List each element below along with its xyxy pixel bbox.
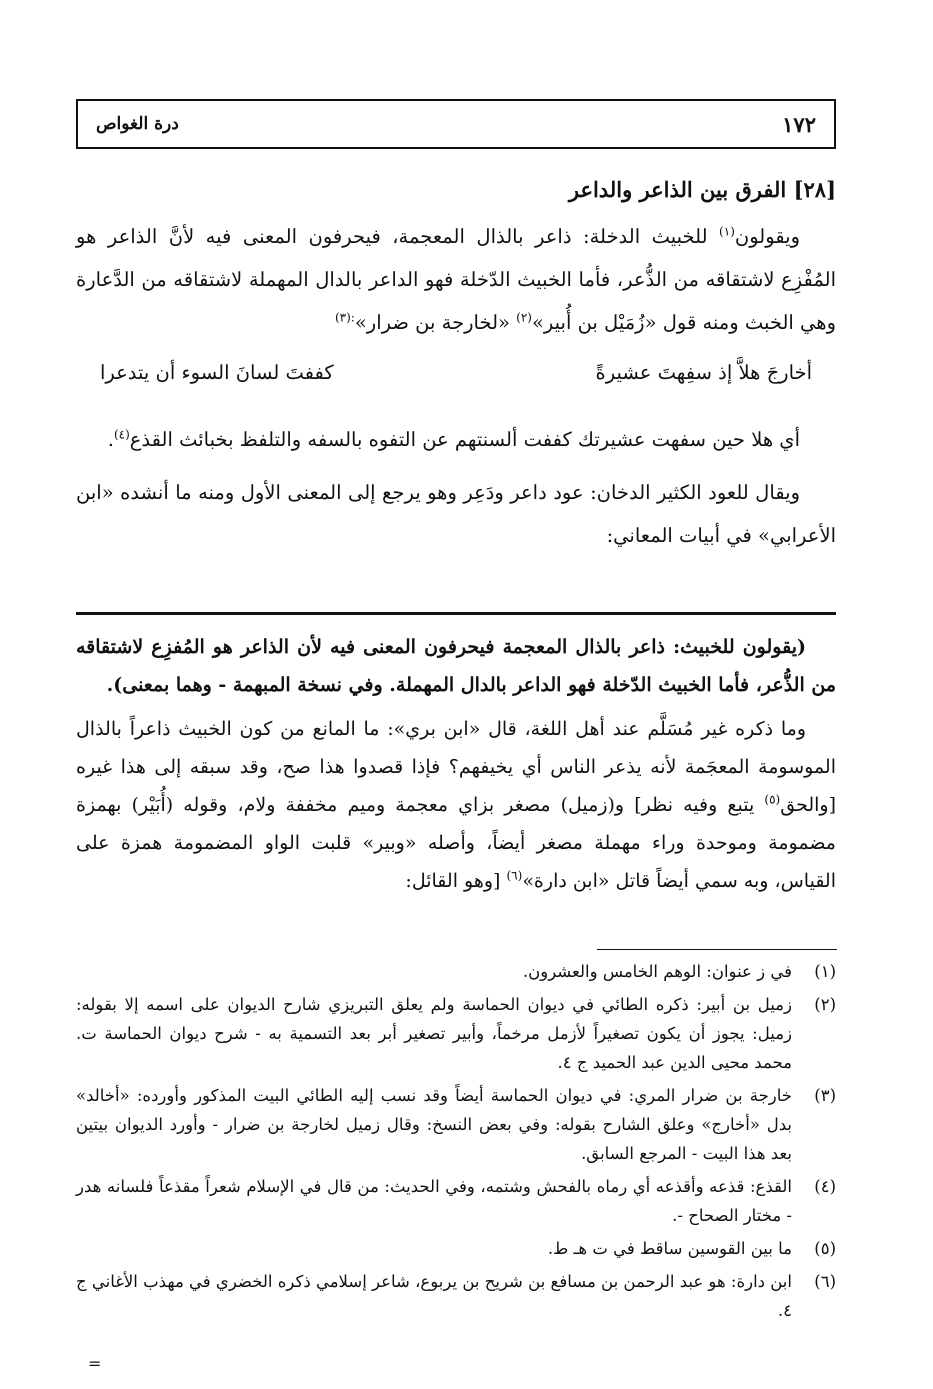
paragraph xyxy=(76,418,836,461)
footnote-ref: :(٣) xyxy=(334,310,355,325)
footnote xyxy=(76,1267,836,1325)
footnote-text: زميل بن أبير: ذكره الطائي في ديوان الحماسة ولم يعلق التبريزي شارح الديوان على اسمه إلا بقوله: زميل: يجوز أن يكون تصغيراً لأزمل مرخماً، وأبير تصغير أبر بعد التسمية به - شرح ديوان الحماسة ت. محمد محيى الدين عبد الحميد ج ٤. xyxy=(76,995,792,1072)
text-run: يتبع وفيه نظر] و(زميل) مصغر بزاي معجمة وميم مخففة ولام، وقوله (أُبَيْر) بهمزة مضمومة وموحدة وراء مهملة مصغر أيضاً، وأصله «وبير» قلبت الواو المضمومة همزة على القياس، وبه سمي أيضاً قاتل «ابن دارة» xyxy=(76,794,836,892)
page-header xyxy=(76,99,836,149)
footnote-divider xyxy=(597,949,837,950)
text-run: وما ذكره غير مُسَلَّم عند أهل اللغة، قال «ابن بري»: ما المانع من كون الخبيث ذاعراً بالذال الموسومة المعجَمة لأنه يذعر الناس أي يخيفهم؟ فإذا قصدوا هذا صح، وقد سبقه إلى هذا غيره [والحق xyxy=(76,718,836,816)
footnote-ref: (٤) xyxy=(113,427,130,442)
main-text-bottom xyxy=(76,418,836,567)
text-run: «لخارجة بن ضرار» xyxy=(354,311,517,334)
text-run: للخبيث الدخلة: ذاعر بالذال المعجمة، فيحرفون المعنى فيه لأنَّ الذاعر هو المُفْزِع لاشتقاقه من الذُّعر، فأما الخبيث الدّخلة فهو الداعر بالدال المهملة لاشتقاقه من الدَّعارة وهي الخبث ومنه قول «زُمَيْل بن أُبير» xyxy=(76,225,836,334)
footnote-text: خارجة بن ضرار المري: في ديوان الحماسة أيضاً وقد نسب إليه الطائي البيت المذكور وأورده: «أخالد» بدل «أخارج» وعلق الشارح بقوله: وفي بعض النسخ: وقال زميل لخارجة بن ضرار - وأورد الديوان بيتين بعد هذا البيت - المرجع السابق. xyxy=(76,1086,792,1163)
footnote-number: (٤) xyxy=(814,1177,836,1196)
commentary xyxy=(76,628,836,906)
page-number: ١٧٢ xyxy=(782,111,816,137)
footnote-number: (٦) xyxy=(814,1272,836,1291)
footnote-ref: (٥) xyxy=(764,792,781,807)
footnote-ref: (١) xyxy=(719,224,735,239)
footnote-text: ابن دارة: هو عبد الرحمن بن مسافع بن شريح بن يربوع، شاعر إسلامي ذكره الخضري في مهذب الأغاني ج ٤. xyxy=(76,1272,792,1320)
main-text-top xyxy=(76,215,836,344)
footnote-text: في ز عنوان: الوهم الخامس والعشرون. xyxy=(522,962,792,981)
footnote xyxy=(76,1081,836,1168)
footnotes xyxy=(76,957,836,1329)
section-heading: [٢٨] الفرق بين الذاعر والداعر xyxy=(568,177,836,202)
continuation-mark: = xyxy=(88,1354,102,1373)
commentary-divider xyxy=(76,612,836,615)
footnote-number: (١) xyxy=(814,962,836,981)
running-title: درة الغواص xyxy=(96,114,179,134)
text-run: . xyxy=(107,428,114,451)
footnote-ref: (٦) xyxy=(506,868,523,883)
verse-first-hemistich: أخارجَ هلاَّ إذ سفِهتَ عشيرةً xyxy=(595,361,812,384)
commentary-lemma: (يقولون للخبيث: ذاعر بالذال المعجمة فيحرفون المعنى فيه لأن الذاعر هو المُفزِع لاشتقاقه من الذُّعر، فأما الخبيث الدّخلة فهو الداعر بالدال المهملة. وفي نسخة المبهمة - وهما بمعنى). xyxy=(76,636,836,696)
paragraph: ويقال للعود الكثير الدخان: عود داعر ودَعِر وهو يرجع إلى المعنى الأول ومنه ما أنشده «ابن الأعرابي» في أبيات المعاني: xyxy=(76,481,836,547)
footnote xyxy=(76,1172,836,1230)
commentary-paragraph xyxy=(76,710,836,900)
text-run: [وهو القائل: xyxy=(405,870,507,892)
footnote xyxy=(76,990,836,1077)
footnote-text: القذع: قذعه وأقذعه أي رماه بالفحش وشتمه، وفي الحديث: من قال في الإسلام شعراً مقذعاً فلسانه هدر - مختار الصحاح -. xyxy=(76,1177,792,1225)
footnote-text: ما بين القوسين ساقط في ت هـ ط. xyxy=(547,1239,792,1258)
footnote-ref: (٢) xyxy=(516,310,532,325)
verse-second-hemistich: كففتَ لسانَ السوء أن يتدعرا xyxy=(100,361,334,384)
paragraph xyxy=(76,215,836,344)
footnote-number: (٢) xyxy=(814,995,836,1014)
footnote-number: (٣) xyxy=(814,1086,836,1105)
text-run: ويقولون xyxy=(734,225,800,248)
text-run: أي هلا حين سفهت عشيرتك كففت ألسنتهم عن التفوه بالسفه والتلفظ بخبائث القذع xyxy=(129,428,800,451)
footnote xyxy=(76,957,836,986)
footnote xyxy=(76,1234,836,1263)
footnote-number: (٥) xyxy=(814,1239,836,1258)
poetry-verse xyxy=(76,361,836,407)
